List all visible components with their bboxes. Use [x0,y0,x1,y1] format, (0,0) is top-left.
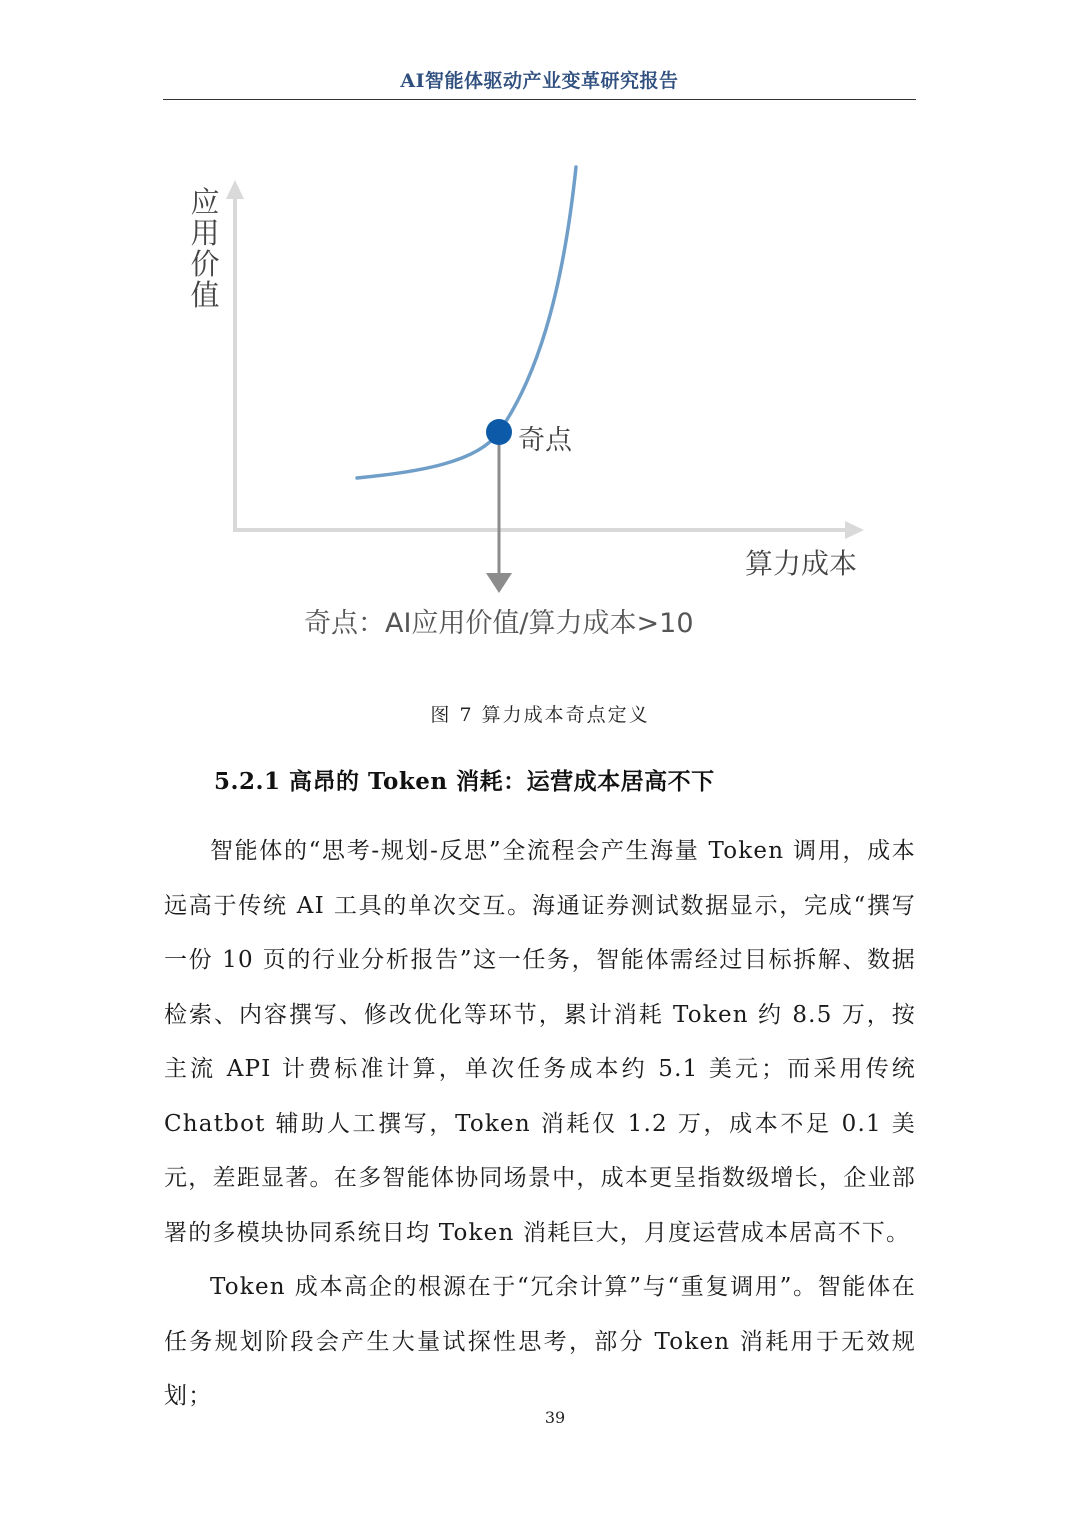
section-heading: 5.2.1 高昂的 Token 消耗：运营成本居高不下 [214,768,715,795]
y-axis-label-char: 应 [190,185,220,219]
x-axis-label: 算力成本 [745,547,858,580]
singularity-label: 奇点 [518,425,572,456]
singularity-down-arrow [486,573,512,593]
paragraph-1: 智能体的“思考-规划-反思”全流程会产生海量 Token 调用，成本远高于传统 AI 工具的单次交互。海通证券测试数据显示，完成“撰写一份 10 页的行业分析报告”这一任务，智能体需经过目标拆解、数据检索、内容撰写、修改优化等环节，累计消耗 Token 约 8.5 万，按主流 API 计费标准计算，单次任务成本约 5.1 美元；而采用传统 Chatbot 辅助人工撰写，Token 消耗仅 1.2 万，成本不足 0.1 美元，差距显著。在多智能体协同场景中，成本更呈指数级增长，企业部署的多模块协同系统日均 Token 消耗巨大，月度运营成本居高不下。 [164,838,916,1246]
x-axis-arrowhead [845,521,864,539]
running-header: AI智能体驱动产业变革研究报告 [400,70,679,92]
singularity-point [486,419,512,445]
y-axis-label-char: 价 [190,247,220,281]
y-axis-arrowhead [226,180,244,199]
figure-caption: 图 7 算力成本奇点定义 [430,704,650,726]
singularity-figure [0,0,1080,700]
y-axis-label-char: 值 [190,278,220,312]
page-number: 39 [544,1408,566,1427]
body-text [164,824,916,1424]
y-axis-label [190,185,219,312]
y-axis-label-char: 用 [190,216,220,250]
singularity-definition: 奇点：AI应用价值/算力成本>10 [304,608,694,639]
paragraph-2: Token 成本高企的根源在于“冗余计算”与“重复调用”。智能体在任务规划阶段会产生大量试探性思考，部分 Token 消耗用于无效规划； [164,1274,916,1409]
